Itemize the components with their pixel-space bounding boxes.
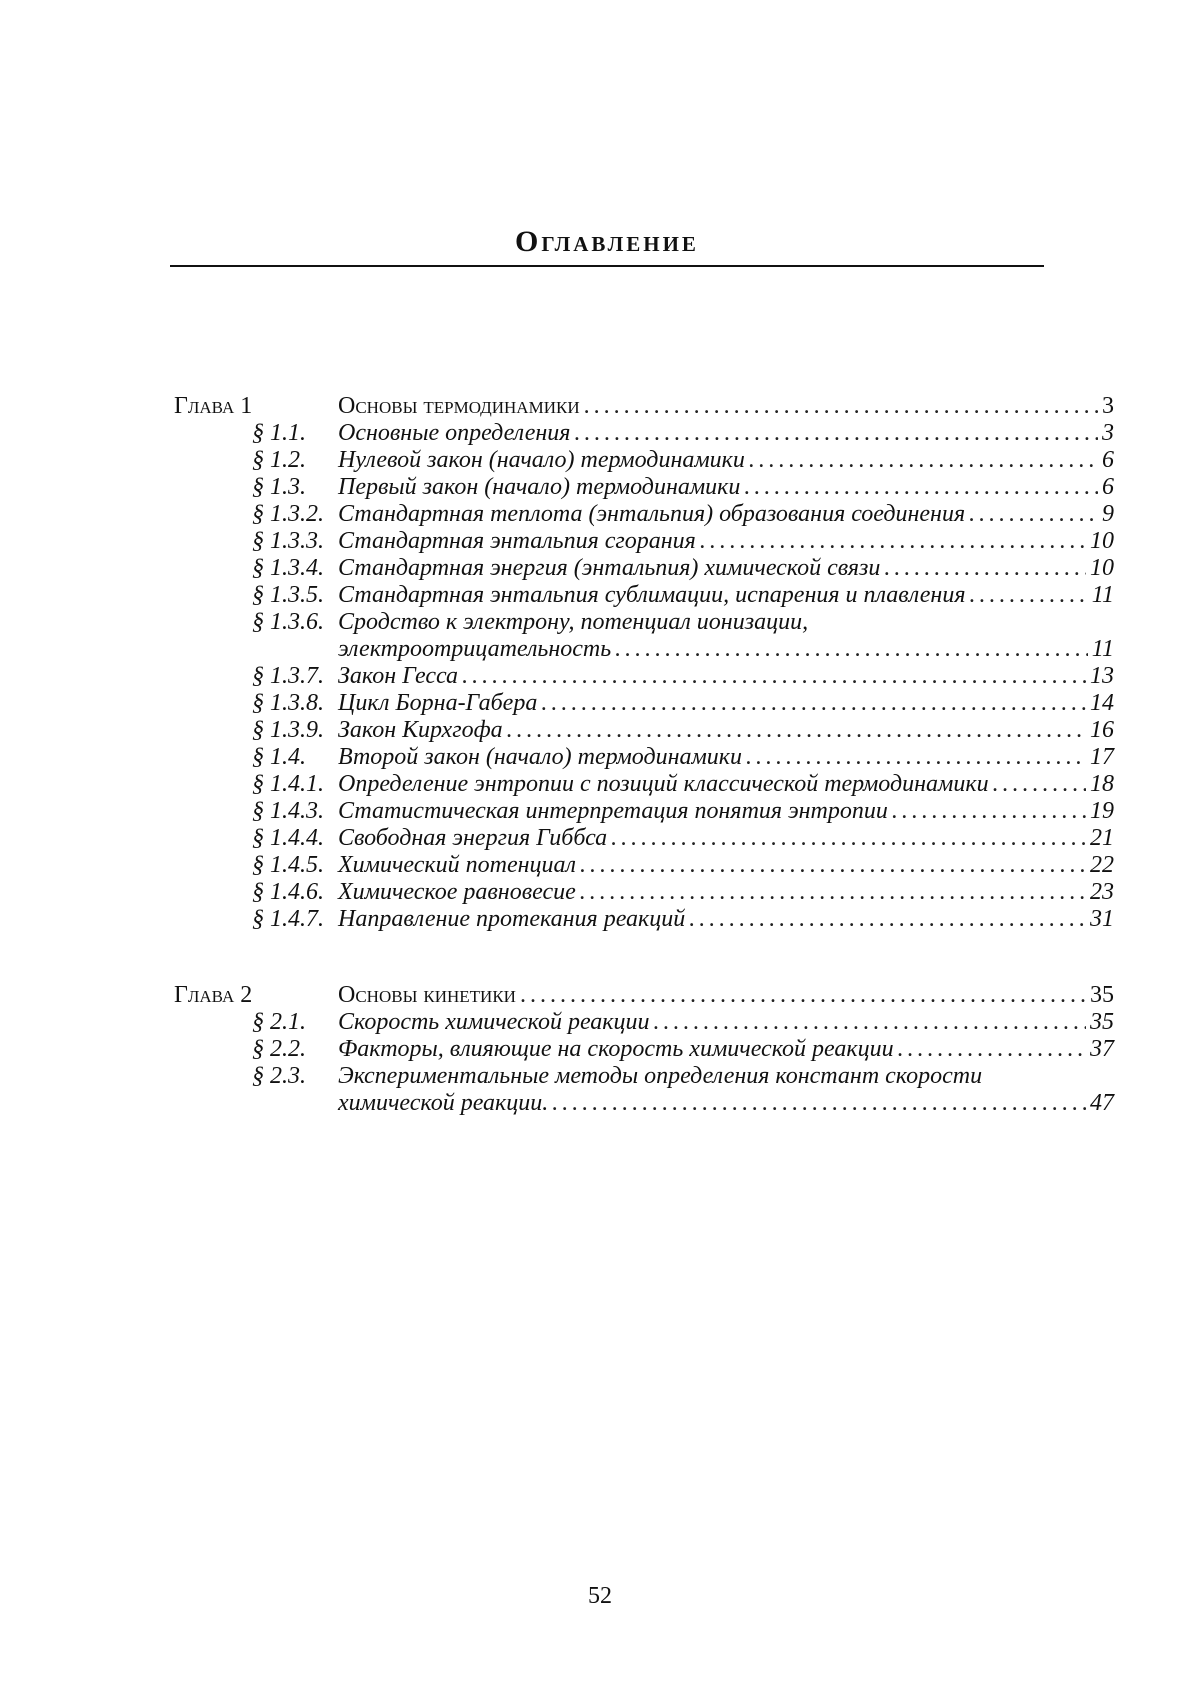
page-ref: 3 [1102,393,1114,419]
page-number: 52 [588,1583,612,1609]
chapter-title: Основы кинетики [338,982,516,1008]
page-ref: 6 [1102,474,1114,500]
page-ref: 3 [1102,420,1114,446]
dot-leader [462,663,1086,690]
page-ref: 11 [1091,582,1114,608]
page-ref: 13 [1090,663,1114,689]
section-number: § 1.3.3. [252,528,324,554]
section-number: § 1.3.4. [252,555,324,581]
dot-leader [552,1090,1086,1117]
page-ref: 23 [1090,879,1114,905]
section-title: Первый закон (начало) термодинамики [338,474,741,500]
toc-entry [174,474,1114,501]
toc-entry [174,690,1114,717]
page-ref: 17 [1090,744,1114,770]
dot-leader [654,1009,1086,1036]
dot-leader [580,879,1086,906]
section-title: Стандартная теплота (энтальпия) образования соединения [338,501,966,527]
section-title: Закон Гесса [338,663,459,689]
section-title: Статистическая интерпретация понятия энтропии [338,798,888,824]
dot-leader [884,555,1086,582]
page-ref: 35 [1090,982,1114,1008]
dot-leader [700,528,1086,555]
section-number: § 1.4.6. [252,879,324,905]
page-ref: 16 [1090,717,1114,743]
section-number: § 1.3.9. [252,717,324,743]
toc-entry [174,663,1114,690]
toc-entry [174,582,1114,609]
page-ref: 37 [1090,1036,1114,1062]
toc-entry [174,609,1114,663]
toc-entry [174,744,1114,771]
section-number: § 1.3.8. [252,690,324,716]
section-title: Химическое равновесие [338,879,576,905]
page-ref: 10 [1090,528,1114,554]
toc-entry [174,447,1114,474]
chapter-2 [174,982,1114,1117]
section-number: § 2.1. [252,1009,306,1035]
page-ref: 9 [1102,501,1114,527]
page-ref: 14 [1090,690,1114,716]
section-number: § 1.3. [252,474,306,500]
section-title-line-2: химической реакции. [338,1090,549,1116]
section-title-line-1: Экспериментальные методы определения констант скорости [338,1063,983,1089]
toc-heading: Оглавление [515,225,699,258]
section-title: Определение энтропии с позиций классической термодинамики [338,771,989,797]
section-number: § 1.3.5. [252,582,324,608]
page-ref: 6 [1102,447,1114,473]
page-ref: 11 [1091,636,1114,662]
section-title: Закон Кирхгофа [338,717,503,743]
section-title: Скорость химической реакции [338,1009,650,1035]
page-ref: 22 [1090,852,1114,878]
dot-leader [580,852,1086,879]
section-number: § 1.2. [252,447,306,473]
section-title: Факторы, влияющие на скорость химической реакции [338,1036,894,1062]
toc-entry [174,825,1114,852]
toc-entry [174,798,1114,825]
dot-leader [541,690,1086,717]
toc-entry [174,420,1114,447]
section-title: Стандартная энтальпия сублимации, испарения и плавления [338,582,966,608]
page-ref: 19 [1090,798,1114,824]
section-number: § 1.4.4. [252,825,324,851]
dot-leader [584,393,1098,420]
section-number: § 1.4. [252,744,306,770]
toc-entry [174,852,1114,879]
chapter-row [174,393,1114,420]
section-title: Химический потенциал [338,852,576,878]
dot-leader [898,1036,1086,1063]
section-title-line-2: электроотрицательность [338,636,612,662]
dot-leader [746,744,1086,771]
toc-entry [174,771,1114,798]
dot-leader [611,825,1086,852]
dot-leader [749,447,1098,474]
section-title: Второй закон (начало) термодинамики [338,744,743,770]
toc-entry [174,1036,1114,1063]
dot-leader [520,982,1086,1009]
section-number: § 1.4.7. [252,906,324,932]
section-number: § 1.3.6. [252,609,324,635]
dot-leader [507,717,1086,744]
section-number: § 1.4.5. [252,852,324,878]
heading-rule [170,265,1044,267]
page-ref: 35 [1090,1009,1114,1035]
dot-leader [892,798,1086,825]
page-ref: 31 [1090,906,1114,932]
toc-entry [174,879,1114,906]
section-title: Основные определения [338,420,571,446]
section-title: Свободная энергия Гиббса [338,825,608,851]
section-number: § 1.4.3. [252,798,324,824]
page-ref: 10 [1090,555,1114,581]
page-ref: 21 [1090,825,1114,851]
section-number: § 1.4.1. [252,771,324,797]
section-title: Нулевой закон (начало) термодинамики [338,447,745,473]
chapter-label: Глава 1 [174,393,253,419]
dot-leader [993,771,1086,798]
toc-entry [174,1009,1114,1036]
section-number: § 1.3.2. [252,501,324,527]
toc-entry [174,717,1114,744]
chapter-1 [174,393,1114,933]
toc-entry [174,555,1114,582]
toc-entry [174,906,1114,933]
toc-entry [174,528,1114,555]
section-number: § 1.3.7. [252,663,324,689]
dot-leader [744,474,1098,501]
section-number: § 1.1. [252,420,306,446]
toc-entry [174,1063,1114,1117]
page-ref: 47 [1090,1090,1114,1116]
dot-leader [574,420,1098,447]
section-title: Стандартная энтальпия сгорания [338,528,696,554]
section-title: Стандартная энергия (энтальпия) химической связи [338,555,881,581]
section-number: § 2.3. [252,1063,306,1089]
dot-leader [615,636,1088,663]
toc-entry [174,501,1114,528]
dot-leader [969,501,1098,528]
dot-leader [689,906,1086,933]
chapter-label: Глава 2 [174,982,253,1008]
chapter-row [174,982,1114,1009]
section-title-line-1: Сродство к электрону, потенциал ионизации, [338,609,809,635]
page-ref: 18 [1090,771,1114,797]
section-title: Направление протекания реакций [338,906,686,932]
section-number: § 2.2. [252,1036,306,1062]
chapter-title: Основы термодинамики [338,393,580,419]
dot-leader [969,582,1087,609]
section-title: Цикл Борна-Габера [338,690,538,716]
